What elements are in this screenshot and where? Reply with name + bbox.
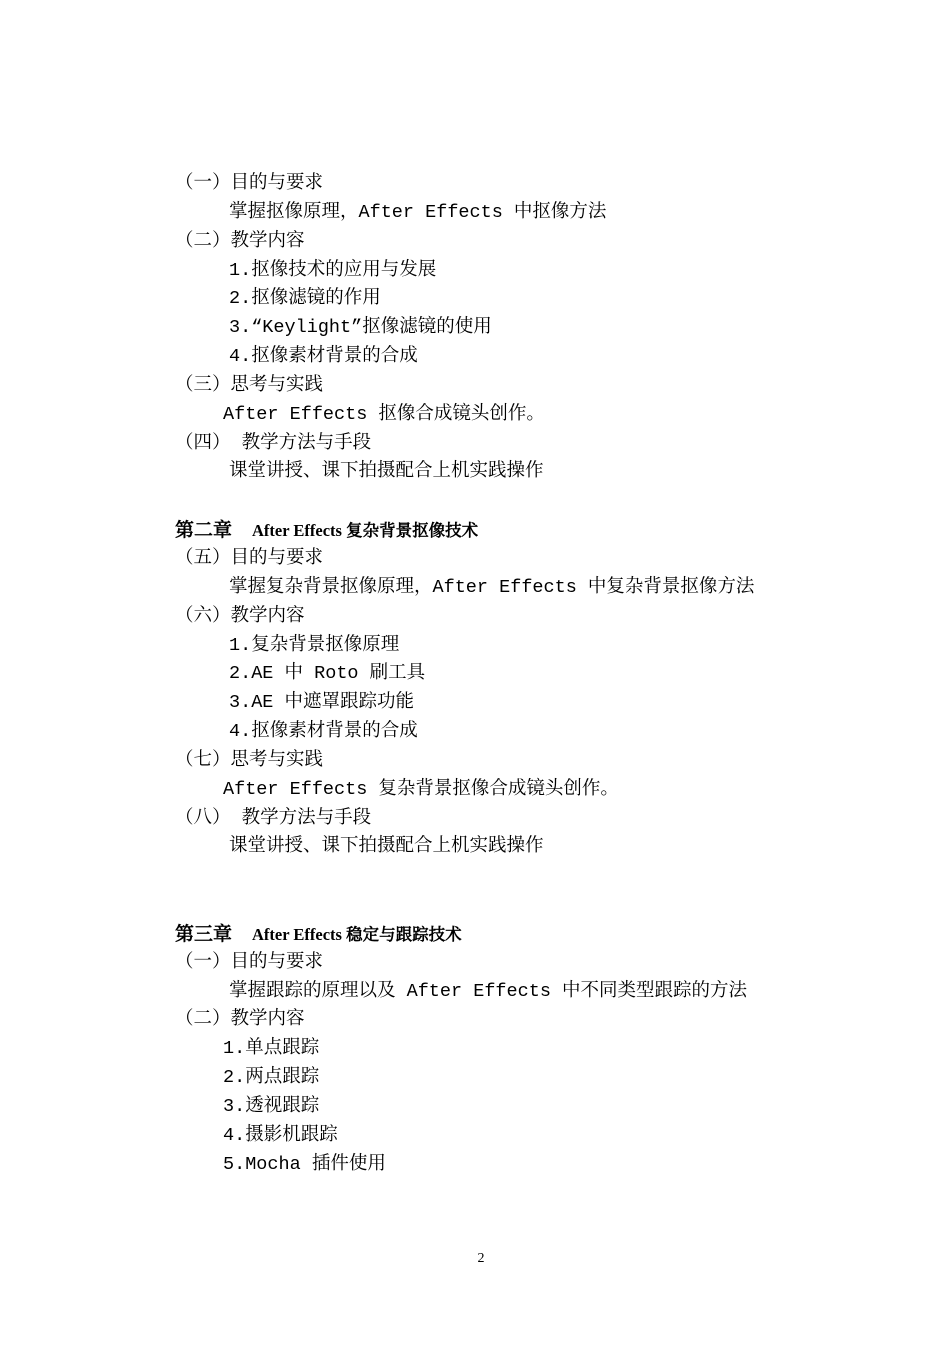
chapter-2-heading — [175, 516, 875, 545]
chapter-3-content-item: 1.单点跟踪 — [223, 1038, 320, 1060]
chapter-3-content-item: 3.透视跟踪 — [223, 1096, 320, 1117]
blank-line — [175, 891, 875, 920]
chapter-2-methods-heading: （八） 教学方法与手段 — [175, 807, 372, 829]
chapter-2-content-item: 1.复杂背景抠像原理 — [229, 634, 400, 656]
chapter-2-practice-heading: （七）思考与实践 — [175, 749, 324, 771]
part1-content-item: 4.抠像素材背景的合成 — [229, 346, 418, 368]
chapter-2-objectives-text: 掌握复杂背景抠像原理，After Effects 中复杂背景抠像方法 — [229, 576, 755, 598]
part1-objectives-heading: （一）目的与要求 — [175, 173, 324, 194]
chapter-3-title: After Effects 稳定与跟踪技术 — [252, 924, 462, 944]
blank-line — [175, 862, 875, 891]
chapter-3-objectives-text: 掌握跟踪的原理以及 After Effects 中不同类型跟踪的方法 — [229, 980, 748, 1002]
blank-line — [175, 487, 875, 516]
part1-methods-heading: （四） 教学方法与手段 — [175, 432, 372, 454]
chapter-3-content-heading: （二）教学内容 — [175, 1009, 305, 1031]
part1-methods-text: 课堂讲授、课下拍摄配合上机实践操作 — [229, 461, 544, 483]
part1-practice-heading: （三）思考与实践 — [175, 374, 324, 396]
chapter-3-content-item: 4.摄影机跟踪 — [223, 1124, 338, 1146]
part1-practice-text: After Effects 抠像合成镜头创作。 — [223, 403, 545, 425]
chapter-2-content-item: 3.AE 中遮罩跟踪功能 — [229, 692, 415, 714]
part1-content-item: 1.抠像技术的应用与发展 — [229, 259, 437, 281]
chapter-2-methods-text: 课堂讲授、课下拍摄配合上机实践操作 — [229, 836, 544, 858]
part1-content-item: 2.抠像滤镜的作用 — [229, 288, 381, 310]
document-body — [175, 170, 875, 1180]
part1-objectives-text: 掌握抠像原理，After Effects 中抠像方法 — [229, 201, 607, 223]
chapter-2-content-heading: （六）教学内容 — [175, 605, 305, 627]
chapter-2-content-item: 4.抠像素材背景的合成 — [229, 721, 418, 743]
page-number: 2 — [477, 1251, 485, 1266]
chapter-3-objectives-heading: （一）目的与要求 — [175, 951, 324, 973]
chapter-2-content-item: 2.AE 中 Roto 刷工具 — [229, 663, 426, 685]
chapter-3-content-item: 5.Mocha 插件使用 — [223, 1153, 386, 1175]
chapter-2-practice-text: After Effects 复杂背景抠像合成镜头创作。 — [223, 778, 619, 800]
chapter-3-heading — [175, 920, 875, 949]
part1-content-heading: （二）教学内容 — [175, 230, 305, 252]
chapter-2-objectives-heading: （五）目的与要求 — [175, 547, 324, 569]
chapter-2-title: After Effects 复杂背景抠像技术 — [252, 521, 479, 541]
chapter-3-content-item: 2.两点跟踪 — [223, 1067, 320, 1089]
chapter-3-label: 第三章 — [175, 922, 233, 945]
chapter-2-label: 第二章 — [175, 519, 233, 542]
part1-content-item: 3.“Keylight”抠像滤镜的使用 — [229, 317, 492, 339]
